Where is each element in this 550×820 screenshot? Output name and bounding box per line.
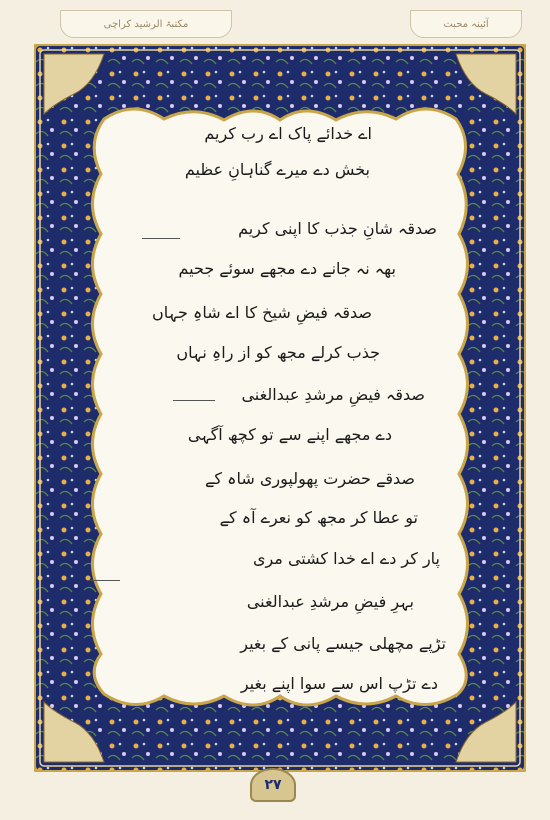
verse-line: بہرِ فیضِ مرشدِ عبدالغنی xyxy=(246,592,414,611)
verse-line: پار کر دے اے خدا کشتی مری xyxy=(252,549,440,568)
verse-line: تو عطا کر مجھ کو نعرے آہ کے xyxy=(219,508,418,527)
verse-line: تڑپے مچھلی جیسے پانی کے بغیر xyxy=(240,634,446,653)
verse-line: دے تڑپ اس سے سوا اپنے بغیر xyxy=(240,674,438,693)
verse-line: جذب کرلے مجھ کو از راہِ نہاں xyxy=(176,343,380,362)
header-tab-right: آئینہ محبت xyxy=(410,10,522,38)
verse-line: بھہ نہ جانے دے مجھے سوئے جحیم xyxy=(178,259,396,278)
separator xyxy=(90,580,120,581)
verse-line: صدقے حضرت پھولپوری شاہ کے xyxy=(205,469,415,488)
separator xyxy=(173,400,215,401)
page-number: ۲۷ xyxy=(250,768,296,802)
verse-line: صدقہ شانِ جذب کا اپنی کریم xyxy=(238,219,437,238)
verse-line: اے خدائے پاک اے رب کریم xyxy=(204,124,372,143)
verse-line: صدقہ فیضِ مرشدِ عبدالغنی xyxy=(241,385,425,404)
verse-line: صدقہ فیضِ شیخ کا اے شاہِ جہاں xyxy=(151,303,372,322)
separator xyxy=(142,238,180,239)
verse-line: بخش دے میرے گناہانِ عظیم xyxy=(184,160,370,179)
header-tab-left: مکتبۃ الرشید کراچی xyxy=(60,10,232,38)
verse-line: دے مجھے اپنے سے تو کچھ آگہی xyxy=(187,425,392,444)
